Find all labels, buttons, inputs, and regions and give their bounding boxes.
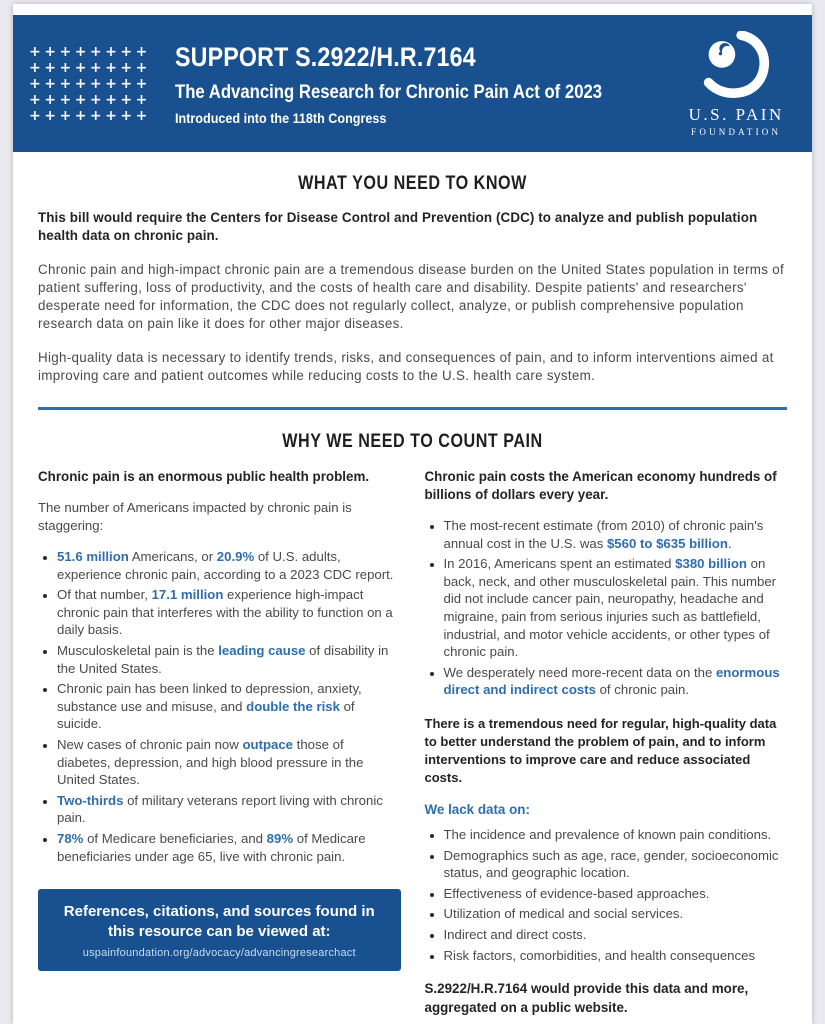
- prevalence-bullet: • Two-thirds of military veterans report living with chronic pain.: [57, 792, 401, 827]
- cost-bullet-list: [425, 517, 788, 699]
- header-band: [13, 15, 812, 152]
- plus-row: ++++++++: [29, 91, 151, 108]
- prevalence-bullet: • Musculoskeletal pain is the leading cause of disability in the United States.: [57, 642, 401, 677]
- lack-data-bullet: • The incidence and prevalence of known pain conditions.: [444, 826, 788, 844]
- highlighted-stat: $560 to $635 billion: [606, 535, 728, 551]
- prevalence-bullet-list: [38, 548, 401, 865]
- section-divider: [38, 407, 787, 410]
- header-title-block: [175, 42, 660, 126]
- prevalence-bullet: • 51.6 million Americans, or 20.9% of U.S. adults, experience chronic pain, according to a 2023 CDC report.: [57, 548, 401, 583]
- references-text: References, citations, and sources found in this resource can be viewed at:: [63, 903, 375, 941]
- flyer-page: [13, 4, 812, 1024]
- cost-bullet: • The most-recent estimate (from 2010) of chronic pain's annual cost in the U.S. was $560 to $635 billion.: [444, 517, 788, 552]
- references-box: [38, 889, 401, 971]
- prevalence-bullet: • Chronic pain has been linked to depression, anxiety, substance use and misuse, and double the risk of suicide.: [57, 680, 401, 733]
- highlighted-stat: Two-thirds: [57, 792, 124, 808]
- prevalence-bullet: • 78% of Medicare beneficiaries, and 89% of Medicare beneficiaries under age 65, live with chronic pain.: [57, 830, 401, 865]
- closing-statement: S.2922/H.R.7164 would provide this data and more, aggregated on a public website.: [424, 981, 749, 1016]
- highlighted-stat: leading cause: [218, 642, 306, 658]
- highlighted-stat: 20.9%: [216, 549, 255, 564]
- highlighted-stat: double the risk: [246, 698, 340, 714]
- right-column: [425, 468, 788, 1017]
- public-health-heading: Chronic pain is an enormous public health problem.: [38, 469, 370, 484]
- lack-data-bullet-list: [425, 826, 788, 964]
- section-heading-what-you-need-to-know: WHAT YOU NEED TO KNOW: [298, 173, 527, 194]
- plus-row: ++++++++: [29, 107, 151, 124]
- section-heading-why-count-pain: WHY WE NEED TO COUNT PAIN: [282, 431, 543, 452]
- highlighted-stat: 51.6 million: [57, 549, 129, 564]
- prevalence-bullet: • Of that number, 17.1 million experience high-impact chronic pain that interferes with the ability to function on a daily basis.: [57, 586, 401, 639]
- highlighted-stat: enormous direct and indirect costs: [443, 664, 780, 698]
- logo-foundation-label: FOUNDATION: [691, 126, 782, 137]
- plus-row: ++++++++: [29, 75, 151, 92]
- cost-bullet: • We desperately need more-recent data on the enormous direct and indirect costs of chronic pain.: [444, 664, 788, 699]
- lack-data-bullet: • Utilization of medical and social services.: [444, 905, 788, 923]
- plus-row: ++++++++: [29, 59, 151, 76]
- lack-data-bullet: • Indirect and direct costs.: [444, 926, 788, 944]
- highlighted-stat: $380 billion: [675, 556, 747, 572]
- burden-paragraph: Chronic pain and high-impact chronic pain are a tremendous disease burden on the United States population in terms of patient suffering, loss of productivity, and the costs of health care and disability. Despite patients' and researchers' desperate need for information, the CDC does not regularly collect, analyze, or publish comprehensive population research data on pain like it does for other major diseases.: [38, 262, 784, 331]
- highlighted-stat: 17.1 million: [151, 587, 224, 603]
- highlighted-stat: 78%: [57, 830, 84, 846]
- references-url-link[interactable]: uspainfoundation.org/advocacy/advancingresearchact: [82, 947, 356, 960]
- lack-data-bullet: • Risk factors, comorbidities, and health consequences: [444, 947, 788, 965]
- highlighted-stat: 89%: [266, 830, 294, 846]
- plus-pattern: [29, 44, 151, 124]
- uspain-swirl-hand-icon: [699, 31, 773, 103]
- tremendous-need-paragraph: There is a tremendous need for regular, high-quality data to better understand the problem of pain, and to inform interventions to improve care and reduce associated costs.: [424, 715, 777, 785]
- economy-cost-heading: Chronic pain costs the American economy hundreds of billions of dollars every year.: [424, 469, 777, 502]
- bill-summary-lead: This bill would require the Centers for Disease Control and Prevention (CDC) to analyze and publish population health data on chronic pain.: [38, 210, 758, 243]
- lack-data-bullet: • Demographics such as age, race, gender, socioeconomic status, and geographic location.: [444, 847, 788, 882]
- we-lack-data-heading: We lack data on:: [424, 801, 530, 817]
- plus-row: ++++++++: [29, 43, 151, 60]
- two-column-layout: [38, 468, 787, 1017]
- data-necessity-paragraph: High-quality data is necessary to identify trends, risks, and consequences of pain, and to inform interventions aimed at improving care and patient outcomes while reducing costs to the U.S. health care system.: [38, 350, 774, 383]
- cost-bullet: • In 2016, Americans spent an estimated $380 billion on back, neck, and other musculoskeletal pain. This number did not include cancer pain, neuropathy, headache and migraine, pain from serious injuries such as battlefield, industrial, and motor vehicle accidents, or other types of chronic pain.: [444, 555, 788, 661]
- congress-line: Introduced into the 118th Congress: [174, 109, 387, 126]
- act-subtitle: The Advancing Research for Chronic Pain Act of 2023: [174, 81, 602, 103]
- bill-title: SUPPORT S.2922/H.R.7164: [174, 41, 476, 72]
- lack-data-bullet: • Effectiveness of evidence-based approaches.: [444, 885, 788, 903]
- staggering-intro: The number of Americans impacted by chronic pain is staggering:: [38, 500, 352, 533]
- page-content: [13, 173, 812, 1017]
- highlighted-stat: outpace: [242, 736, 294, 752]
- logo-wordmark: U.S. PAIN: [688, 104, 784, 124]
- uspain-logo: [660, 31, 812, 137]
- prevalence-bullet: • New cases of chronic pain now outpace those of diabetes, depression, and high blood pressure in the United States.: [57, 736, 401, 789]
- left-column: [38, 468, 401, 1017]
